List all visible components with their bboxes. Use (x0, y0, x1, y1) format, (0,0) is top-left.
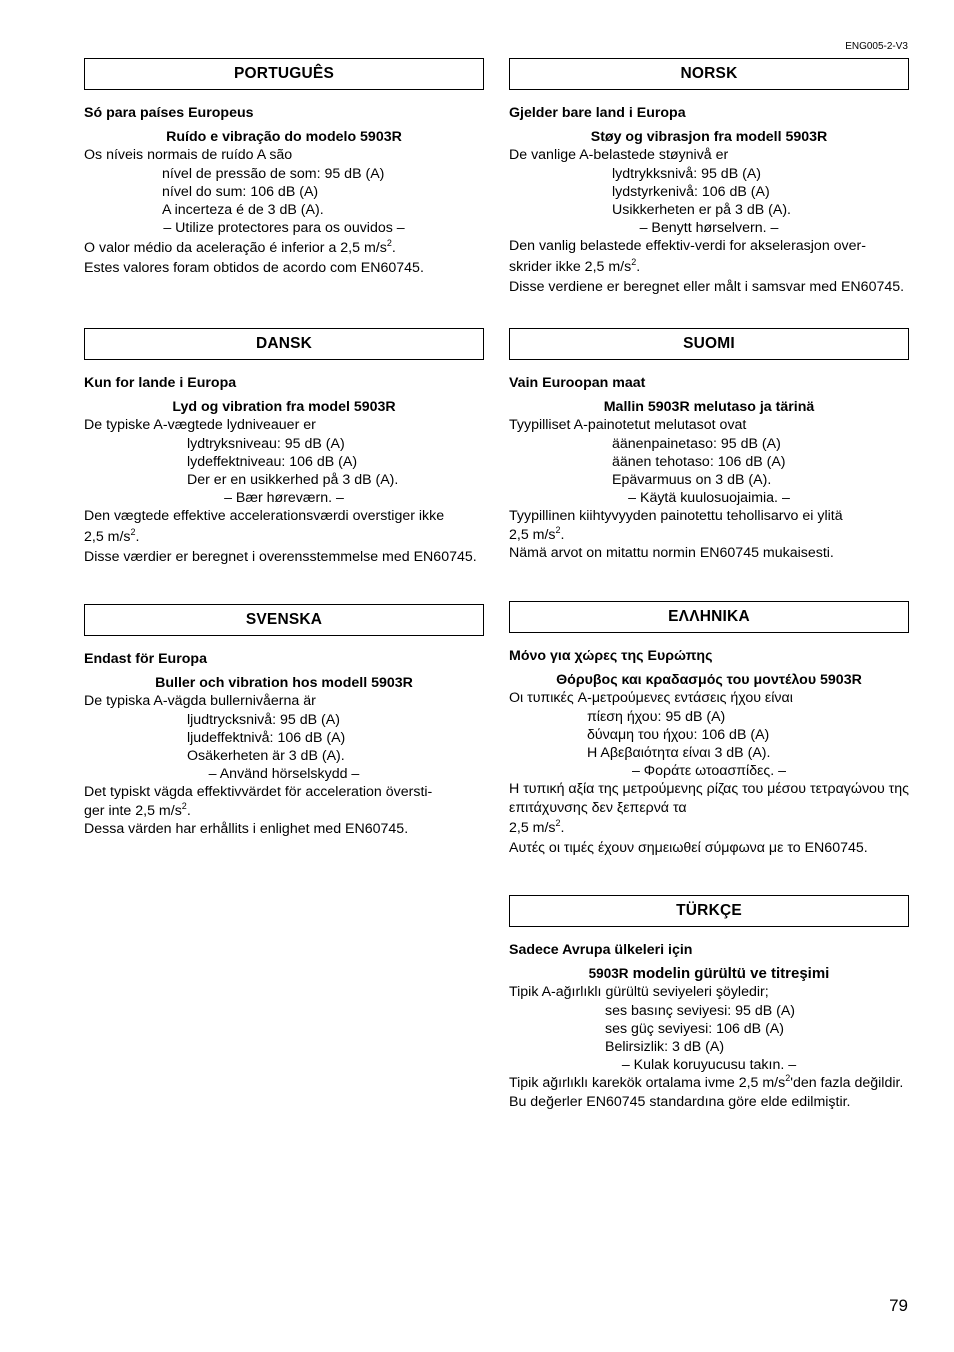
document-code: ENG005-2-V3 (845, 41, 908, 52)
hearing-protection-warning: – Utilize protectores para os ouvidos – (163, 220, 405, 237)
section-header: NORSK (509, 58, 909, 90)
intro-text: De vanlige A-belastede støynivå er (509, 147, 729, 164)
section-title: Mallin 5903R melutaso ja tärinä (603, 399, 815, 416)
region-note: Sadece Avrupa ülkeleri için (509, 942, 693, 958)
intro-text: De typiske A-vægtede lydniveauer er (84, 417, 316, 434)
sound-power-level: lydeffektniveau: 106 dB (A) (187, 453, 358, 470)
sound-pressure-level: πίεση ήχου: 95 dB (A) (587, 708, 726, 725)
acceleration-text-line2: ger inte 2,5 $m/s^2$. (84, 800, 191, 819)
section-title: Lyd og vibration fra model 5903R (172, 399, 396, 416)
section-header: ΕΛΛΗΝΙΚΑ (509, 601, 909, 633)
region-note: Kun for lande i Europa (84, 375, 237, 391)
section-title: Θόρυβος και κραδασμός του μοντέλου 5903R (556, 672, 862, 689)
standard-basis: Disse verdiene er beregnet eller målt i samsvar med EN60745. (509, 278, 905, 295)
acceleration-text-line2: 2,5 $m/s^2$. (84, 526, 140, 545)
section-header: DANSK (84, 328, 484, 360)
hearing-protection-warning: – Φοράτε ωτοασπίδες. – (631, 763, 787, 780)
page-number: 79 (889, 1296, 908, 1315)
sound-power-level: äänen tehotaso: 106 dB (A) (612, 453, 786, 470)
acceleration-text-line1: Det typiskt vägda effektivvärdet för acceleration översti- (84, 784, 433, 801)
uncertainty: Epävarmuus on 3 dB (A). (612, 472, 772, 489)
acceleration-text: O valor médio da aceleração é inferior a 2,5 $m/s^2$. (84, 238, 396, 257)
sound-power-level: nível do sum: 106 dB (A) (162, 183, 319, 200)
section-dansk (84, 328, 484, 566)
standard-basis: Αυτές οι τιμές έχουν σημειωθεί σύμφωνα με το EN60745. (509, 839, 868, 856)
sound-pressure-level: lydtryksniveau: 95 dB (A) (187, 435, 345, 452)
section-suomi (509, 328, 909, 562)
sound-power-level: ses güç seviyesi: 106 dB (A) (605, 1020, 784, 1037)
section-portuguese (84, 58, 484, 278)
uncertainty: Osäkerheten är 3 dB (A). (187, 748, 345, 765)
uncertainty: Der er en usikkerhed på 3 dB (A). (187, 472, 399, 489)
section-title: Ruído e vibração do modelo 5903R (166, 129, 402, 146)
uncertainty: A incerteza é de 3 dB (A). (162, 202, 324, 219)
region-note: Gjelder bare land i Europa (509, 105, 686, 121)
region-note: Endast för Europa (84, 651, 207, 667)
hearing-protection-warning: – Käytä kuulosuojaimia. – (628, 490, 790, 507)
region-note: Só para países Europeus (84, 105, 254, 121)
sound-pressure-level: ljudtrycksnivå: 95 dB (A) (187, 711, 340, 728)
sound-pressure-level: ses basınç seviyesi: 95 dB (A) (605, 1002, 796, 1019)
acceleration-text-line2: 2,5 $m/s^2$. (509, 524, 565, 543)
hearing-protection-warning: – Bær høreværn. – (224, 490, 344, 507)
intro-text: Os níveis normais de ruído A são (84, 147, 293, 164)
hearing-protection-warning: – Kulak koruyucusu takın. – (621, 1057, 797, 1074)
section-header: SUOMI (509, 328, 909, 360)
region-note: Vain Euroopan maat (509, 375, 646, 391)
section-svenska (84, 604, 484, 838)
section-norsk (509, 58, 909, 296)
acceleration-text: Tipik ağırlıklı karekök ortalama ivme 2,5 $m/s^2'den$ fazla değildir. (509, 1073, 904, 1092)
intro-text: Οι τυπικές A-μετρούμενες εντάσεις ήχου είναι (509, 690, 793, 707)
sound-pressure-level: lydtrykksnivå: 95 dB (A) (612, 165, 762, 182)
section-title: Støy og vibrasjon fra modell 5903R (590, 129, 828, 146)
acceleration-text-line1: Den vanlig belastede effektiv-verdi for akselerasjon over- (509, 238, 866, 255)
uncertainty: Η Αβεβαιότητα είναι 3 dB (A). (587, 745, 771, 762)
region-note: Μόνο για χώρες της Ευρώπης (509, 648, 713, 664)
hearing-protection-warning: – Benytt hørselvern. – (639, 220, 779, 237)
uncertainty: Belirsizlik: 3 dB (A) (605, 1039, 725, 1056)
intro-text: De typiska A-vägda bullernivåerna är (84, 693, 316, 710)
acceleration-text-line2: 2,5 $m/s^2$. (509, 817, 565, 836)
intro-text: Tipik A-ağırlıklı gürültü seviyeleri şöyledir; (509, 984, 769, 1001)
standard-basis: Dessa värden har erhållits i enlighet med EN60745. (84, 820, 409, 837)
sound-pressure-level: nível de pressão de som: 95 dB (A) (162, 165, 385, 182)
section-title: Buller och vibration hos modell 5903R (155, 675, 413, 692)
section-greek (509, 601, 909, 857)
hearing-protection-warning: – Använd hörselskydd – (208, 766, 360, 783)
section-header: PORTUGUÊS (84, 58, 484, 90)
acceleration-text-line2: skrider ikke 2,5 $m/s^2$. (509, 256, 641, 275)
uncertainty: Usikkerheten er på 3 dB (A). (612, 202, 791, 219)
section-title: 5903R modelin gürültü ve titreşimi (588, 965, 830, 983)
section-header: SVENSKA (84, 604, 484, 636)
acceleration-text-line1: Den vægtede effektive accelerationsværdi overstiger ikke (84, 508, 445, 525)
sound-power-level: lydstyrkenivå: 106 dB (A) (612, 183, 770, 200)
standard-basis: Nämä arvot on mitattu normin EN60745 mukaisesti. (509, 544, 834, 561)
intro-text: Tyypilliset A-painotetut melutasot ovat (509, 417, 747, 434)
standard-basis: Estes valores foram obtidos de acordo com EN60745. (84, 260, 424, 277)
section-header: TÜRKÇE (509, 895, 909, 927)
acceleration-text-line1: Tyypillinen kiihtyvyyden painotettu tehollisarvo ei ylitä (509, 508, 843, 525)
section-turkish (509, 895, 909, 1111)
standard-basis: Disse værdier er beregnet i overensstemmelse med EN60745. (84, 548, 477, 565)
standard-basis: Bu değerler EN60745 standardına göre elde edilmiştir. (509, 1093, 851, 1110)
sound-power-level: δύναμη του ήχου: 106 dB (A) (587, 726, 770, 743)
acceleration-text-line1: Η τυπική αξία της μετρούμενης ρίζας του μέσου τετραγώνου της επιτάχυνσης δεν ξεπερνά τα (509, 781, 909, 816)
sound-pressure-level: äänenpainetaso: 95 dB (A) (612, 435, 781, 452)
sound-power-level: ljudeffektnivå: 106 dB (A) (187, 729, 346, 746)
